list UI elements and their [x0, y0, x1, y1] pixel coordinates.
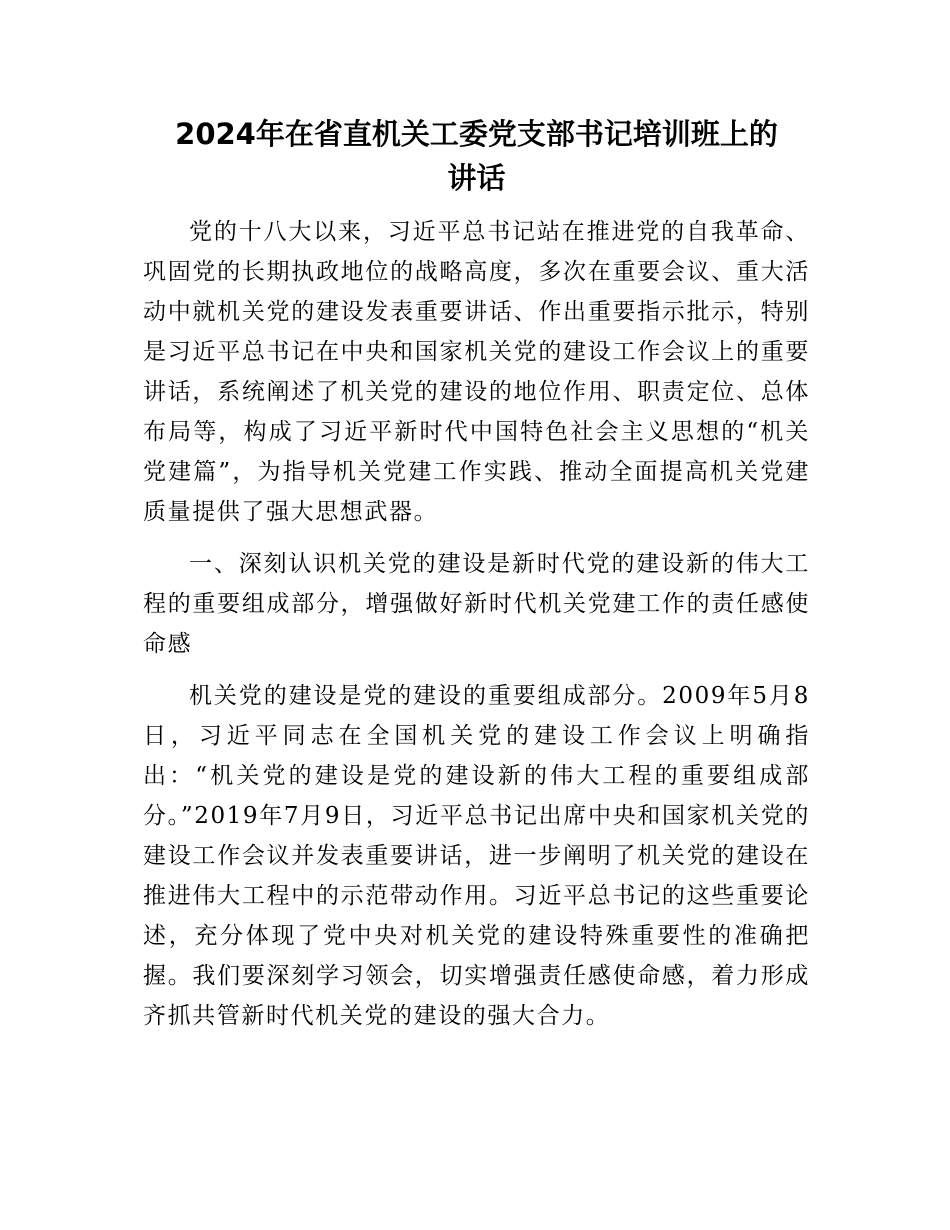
intro-paragraph: 党的十八大以来，习近平总书记站在推进党的自我革命、巩固党的长期执政地位的战略高度，多次在重要会议、重大活动中就机关党的建设发表重要讲话、作出重要指示批示，特别是习近平总书记在中央和国家机关党的建设工作会议上的重要讲话，系统阐述了机关党的建设的地位作用、职责定位、总体布局等，构成了习近平新时代中国特色社会主义思想的“机关党建篇”，为指导机关党建工作实践、推动全面提高机关党建质量提供了强大思想武器。	[143, 219, 810, 525]
document-title	[143, 112, 810, 200]
section-heading-1: 一、深刻认识机关党的建设是新时代党的建设新的伟大工程的重要组成部分，增强做好新时代机关党建工作的责任感使命感	[143, 551, 810, 657]
document-title-line-2: 讲话	[447, 161, 506, 195]
section-1-paragraph: 机关党的建设是党的建设的重要组成部分。2009年5月8日，习近平同志在全国机关党的建设工作会议上明确指出：“机关党的建设是党的建设新的伟大工程的重要组成部分。”2019年7月9日，习近平总书记出席中央和国家机关党的建设工作会议并发表重要讲话，进一步阐明了机关党的建设在推进伟大工程中的示范带动作用。习近平总书记的这些重要论述，充分体现了党中央对机关党的建设特殊重要性的准确把握。我们要深刻学习领会，切实增强责任感使命感，着力形成齐抓共管新时代机关党的建设的强大合力。	[143, 683, 810, 1029]
document-title-line-1: 2024年在省直机关工委党支部书记培训班上的	[175, 117, 778, 151]
document-content	[143, 112, 810, 1036]
